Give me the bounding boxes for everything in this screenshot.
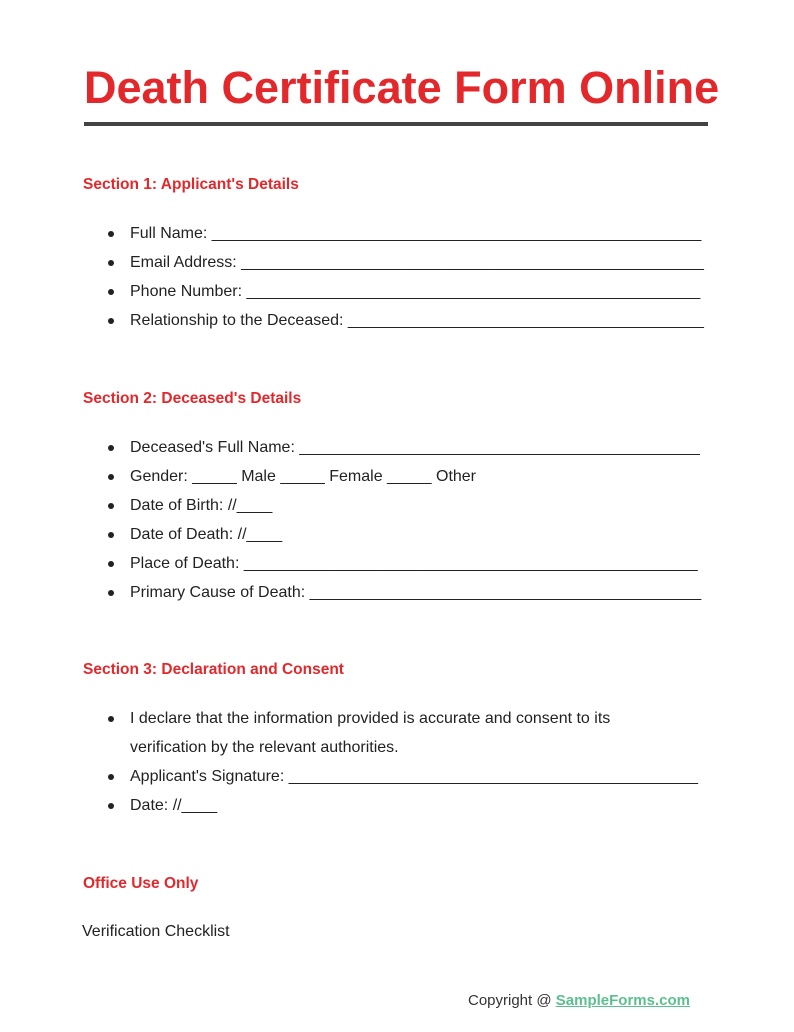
page-title: Death Certificate Form Online	[84, 62, 720, 113]
deceased-details-list	[110, 433, 710, 607]
declaration-statement: I declare that the information provided is accurate and consent to its verification by the relevant authorities.	[110, 704, 690, 762]
place-of-death-field: Place of Death: ___________________________________________________	[110, 549, 710, 578]
deceased-name-field: Deceased's Full Name: _____________________________________________	[110, 433, 710, 462]
declaration-list	[110, 704, 699, 820]
signature-field: Applicant's Signature: ______________________________________________	[110, 762, 690, 791]
gender-field: Gender: _____ Male _____ Female _____ Other	[110, 462, 710, 491]
email-field: Email Address: ____________________________________________________	[110, 248, 710, 277]
phone-field: Phone Number: ___________________________________________________	[110, 277, 710, 306]
full-name-field: Full Name: _______________________________________________________	[110, 219, 710, 248]
copyright-footer	[468, 992, 690, 1009]
date-field: Date: //____	[110, 791, 690, 820]
section-2-heading: Section 2: Deceased's Details	[83, 390, 302, 407]
verification-checklist-label: Verification Checklist	[82, 923, 230, 940]
cause-of-death-field: Primary Cause of Death: ____________________________________________	[110, 578, 710, 607]
title-divider	[84, 122, 708, 126]
section-1-heading: Section 1: Applicant's Details	[83, 176, 299, 193]
section-3-heading: Section 3: Declaration and Consent	[83, 661, 344, 678]
copyright-text: Copyright @	[468, 992, 556, 1009]
sampleforms-link[interactable]: SampleForms.com	[555, 992, 690, 1009]
date-of-birth-field: Date of Birth: //____	[110, 491, 710, 520]
relationship-field: Relationship to the Deceased: ________________________________________	[110, 306, 710, 335]
date-of-death-field: Date of Death: //____	[110, 520, 710, 549]
office-use-heading: Office Use Only	[83, 875, 199, 892]
applicant-details-list	[110, 219, 710, 335]
